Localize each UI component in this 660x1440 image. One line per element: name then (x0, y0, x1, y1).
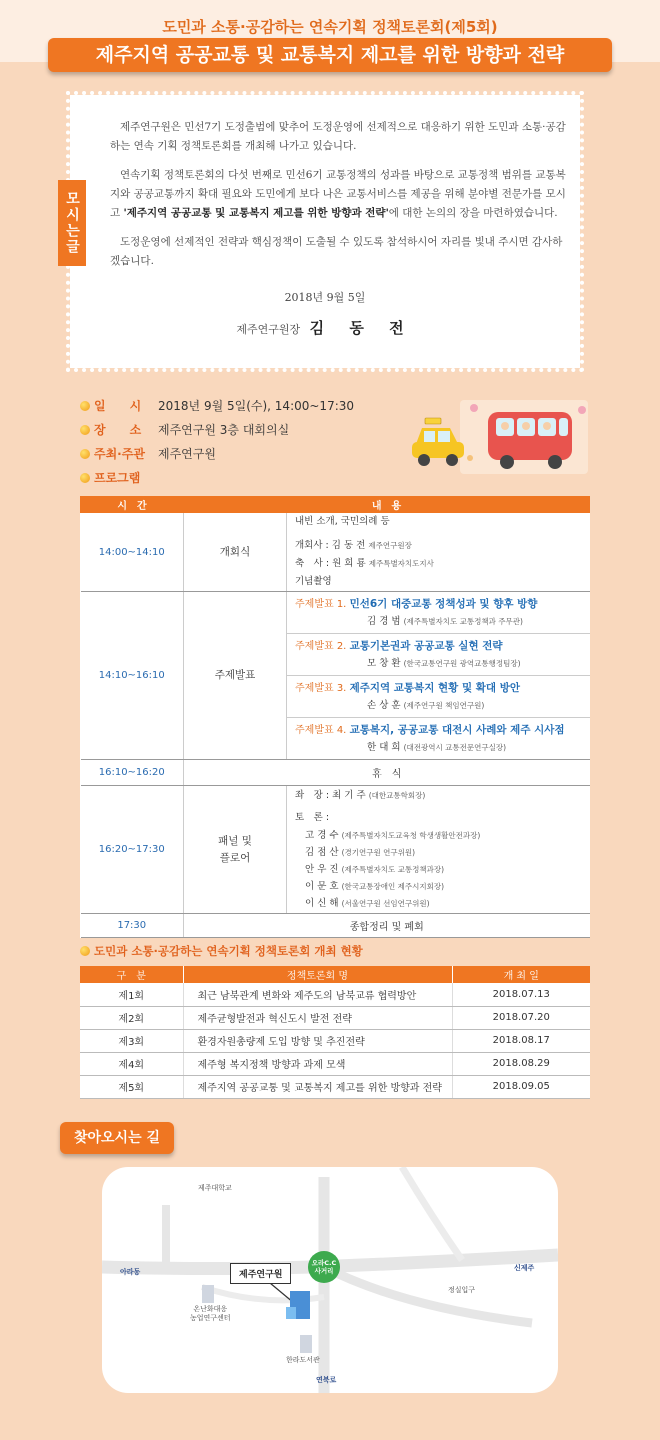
panelist-org: (제주특별자치도 교통정책과장) (341, 865, 445, 874)
panelist (295, 895, 582, 912)
program-row (81, 760, 590, 786)
cc-line: 사거리 (314, 1267, 334, 1275)
table-row (80, 1075, 590, 1098)
round-cell: 제3회 (80, 1029, 183, 1052)
location-map (102, 1167, 558, 1393)
map-label-library: 한라도서관 (286, 1356, 320, 1364)
panelist-name: 이 신 해 (305, 898, 339, 909)
program-time: 16:10~16:20 (81, 760, 184, 786)
flower-icon (578, 406, 586, 414)
presentation-number: 주제발표 1. (295, 599, 347, 610)
program-time: 16:20~17:30 (81, 786, 184, 914)
title-cell: 환경자원총량제 도입 방향 및 추진전략 (183, 1029, 452, 1052)
presentation-item (287, 718, 590, 759)
invitation-paragraph-2 (110, 166, 570, 223)
program-section: 개회식 (184, 513, 287, 592)
program-closing: 종합정리 및 폐회 (184, 914, 590, 938)
program-row (81, 592, 590, 760)
map-roads (102, 1167, 558, 1393)
presenter-org: (제주연구원 책임연구원) (403, 701, 485, 710)
bullet-icon (80, 425, 90, 435)
taxi-wheel (446, 454, 458, 466)
forum-subtitle: 도민과 소통·공감하는 연속기획 정책토론회(제5회) (162, 18, 498, 36)
date-cell: 2018.07.20 (452, 1006, 590, 1029)
panelist (295, 861, 582, 878)
map-label-jeongsil: 정실입구 (448, 1286, 476, 1294)
bullet-icon (80, 473, 90, 483)
flower-icon (470, 404, 478, 412)
map-label-yeonbuk-road: 연북로 (316, 1376, 337, 1384)
presenter-name: 모 창 환 (367, 658, 401, 669)
program-line (295, 555, 582, 573)
table-row (80, 1029, 590, 1052)
info-date (80, 397, 354, 414)
presenter-name: 한 대 희 (367, 742, 401, 753)
title-cell: 제주균형발전과 혁신도시 발전 전략 (183, 1006, 452, 1029)
info-place-value: 제주연구원 3층 대회의실 (158, 423, 290, 437)
presenter-name: 손 상 훈 (367, 700, 401, 711)
program-content (287, 513, 590, 592)
program-line: 내빈 소개, 국민의례 등 (295, 516, 390, 527)
panelist (295, 827, 582, 844)
panelist-org: (경기연구원 연구위원) (341, 848, 416, 857)
speaker-org: 제주연구원장 (368, 541, 412, 550)
section-line: 플로어 (219, 851, 251, 864)
directions-heading: 찾아오시는 길 (60, 1122, 174, 1154)
status-header-round: 구 분 (80, 966, 183, 983)
taxi-sign (425, 418, 441, 424)
date-cell: 2018.09.05 (452, 1075, 590, 1098)
bullet-icon (80, 401, 90, 411)
presenter-org: (대전광역시 교통전문연구실장) (403, 743, 507, 752)
panelist (295, 878, 582, 895)
program-row (81, 786, 590, 914)
info-program (80, 469, 158, 486)
opening-speech: 개회사 : 김 동 전 (295, 540, 366, 551)
presentation-number: 주제발표 4. (295, 725, 347, 736)
title-cell: 제주지역 공공교통 및 교통복지 제고를 위한 방향과 전략 (183, 1075, 452, 1098)
title-cell: 최근 남북관계 변화와 제주도의 남북교류 협력방안 (183, 983, 452, 1006)
date-cell: 2018.08.29 (452, 1052, 590, 1075)
status-heading (80, 943, 363, 959)
info-host-label: 주최·주관 (94, 447, 145, 461)
institute-building-icon (286, 1307, 296, 1319)
program-time: 17:30 (81, 914, 184, 938)
date-cell: 2018.08.17 (452, 1029, 590, 1052)
presentation-title: 제주지역 교통복지 현황 및 확대 방안 (349, 682, 520, 694)
program-line (295, 537, 582, 555)
presentation-title: 교통복지, 공공교통 대전시 사례와 제주 시사점 (349, 724, 565, 736)
agri-building-icon (202, 1285, 214, 1303)
round-cell: 제1회 (80, 983, 183, 1006)
map-label-sinjeju: 신제주 (514, 1264, 535, 1272)
program-line (295, 787, 582, 805)
panelist-name: 김 점 산 (305, 847, 339, 858)
taxi-window (424, 431, 435, 442)
program-header-time: 시 간 (81, 497, 184, 513)
library-building-icon (300, 1335, 312, 1353)
passenger-icon (543, 422, 551, 430)
program-content (287, 592, 590, 760)
signature-title: 제주연구원장 (236, 323, 301, 336)
bus-wheel (548, 455, 562, 469)
p2-forum-title: '제주지역 공공교통 및 교통복지 제고를 위한 방향과 전략' (123, 207, 389, 219)
panelist-org: (서울연구원 선임연구위원) (341, 899, 430, 908)
cc-line: 오라C.C (311, 1259, 337, 1267)
status-table (80, 966, 590, 1099)
bullet-icon (80, 946, 90, 956)
presentation-item (287, 592, 590, 634)
panelist-org: (제주특별자치도교육청 학생생활안전과장) (341, 831, 481, 840)
map-label-university: 제주대학교 (198, 1184, 232, 1192)
map-label-agri-center (190, 1305, 231, 1323)
table-row (80, 1006, 590, 1029)
status-header-title: 정책토론회 명 (183, 966, 452, 983)
title-cell: 제주형 복지정책 방향과 과제 모색 (183, 1052, 452, 1075)
invitation-body (110, 118, 570, 281)
speaker-org: 제주특별자치도지사 (368, 559, 434, 568)
p2-text-a: 연속기획 정책토론회의 다섯 번째로 민선6기 교통정책의 성과를 바탕으로 교통정책 범위를 교통복지와 공공교통까지 확대 필요와 도민에게 보다 나은 교통서비스를 제공을 위해 분야별 전문가를 모시고 (110, 169, 566, 219)
program-header-content: 내 용 (184, 497, 590, 513)
presenter-name: 김 경 범 (367, 616, 401, 627)
presentation-title: 교통기본권과 공공교통 실현 전략 (349, 640, 503, 652)
round-cell: 제4회 (80, 1052, 183, 1075)
program-break: 휴 식 (184, 760, 590, 786)
panelist-name: 이 문 호 (305, 881, 339, 892)
p2-text-c: 에 대한 논의의 장을 마련하였습니다. (388, 207, 558, 219)
road-diagonal-2 (402, 1167, 462, 1260)
info-place (80, 421, 289, 438)
agri-line: 온난화대응 (193, 1305, 228, 1313)
presentation-item (287, 676, 590, 718)
program-content (287, 786, 590, 914)
road-diagonal (324, 1267, 532, 1323)
passenger-icon (522, 422, 530, 430)
flower-icon (467, 455, 473, 461)
presentation-number: 주제발표 2. (295, 641, 347, 652)
taxi-body (412, 442, 464, 458)
info-date-value: 2018년 9월 5일(수), 14:00~17:30 (158, 399, 355, 413)
program-line: 기념촬영 (295, 576, 332, 587)
round-cell: 제2회 (80, 1006, 183, 1029)
program-section: 주제발표 (184, 592, 287, 760)
program-section (184, 786, 287, 914)
panelist-name: 고 경 수 (305, 830, 339, 841)
invitation-paragraph-3: 도정운영에 선제적인 전략과 핵심정책이 도출될 수 있도록 참석하시어 자리를 빛내 주시면 감사하겠습니다. (110, 236, 563, 267)
invitation-tab: 모시는글 (58, 180, 86, 266)
bus-window (559, 418, 568, 436)
program-row (81, 513, 590, 592)
chair-name: 좌 장 : 최 기 주 (295, 790, 366, 801)
program-table (80, 496, 590, 938)
panelist-org: (한국교통장애인 제주시지회장) (341, 882, 445, 891)
map-label-arabong: 아라동 (120, 1268, 141, 1276)
program-time: 14:10~16:10 (81, 592, 184, 760)
info-date-label: 일 시 (94, 399, 142, 413)
round-cell: 제5회 (80, 1075, 183, 1098)
panelist (295, 844, 582, 861)
bullet-icon (80, 449, 90, 459)
letter-signature (70, 317, 580, 338)
presenter-org: (한국교통연구원 광역교통행정팀장) (403, 659, 521, 668)
forum-title: 제주지역 공공교통 및 교통복지 제고를 위한 방향과 전략 (48, 38, 612, 72)
taxi-wheel (418, 454, 430, 466)
agri-line: 농업연구센터 (190, 1314, 231, 1322)
program-row (81, 914, 590, 938)
date-cell: 2018.07.13 (452, 983, 590, 1006)
bus-wheel (500, 455, 514, 469)
presentation-number: 주제발표 3. (295, 683, 347, 694)
map-label-cc (310, 1259, 338, 1275)
info-program-label: 프로그램 (94, 471, 141, 485)
taxi-window (438, 431, 450, 442)
chair-org: (대한교통학회장) (368, 791, 426, 800)
section-line: 패널 및 (218, 834, 252, 847)
presentation-title: 민선6기 대중교통 정책성과 및 향후 방향 (349, 598, 538, 610)
taxi-and-bus-illustration (410, 398, 590, 478)
passenger-icon (501, 422, 509, 430)
presentation-item (287, 634, 590, 676)
panelist-name: 안 우 진 (305, 864, 339, 875)
table-row (80, 983, 590, 1006)
info-host (80, 445, 216, 462)
congratulatory-speech: 축 사 : 원 희 룡 (295, 558, 366, 569)
letter-date: 2018년 9월 5일 (284, 291, 366, 304)
info-host-value: 제주연구원 (158, 447, 216, 461)
table-row (80, 1052, 590, 1075)
program-time: 14:00~14:10 (81, 513, 184, 592)
status-heading-text: 도민과 소통·공감하는 연속기획 정책토론회 개최 현황 (94, 944, 363, 958)
discussion-label: 토 론 : (295, 812, 330, 823)
presenter-org: (제주특별자치도 교통정책과 주무관) (403, 617, 523, 626)
info-place-label: 장 소 (94, 423, 142, 437)
map-label-institute: 제주연구원 (230, 1263, 291, 1284)
invitation-paragraph-1: 제주연구원은 민선7기 도정출범에 맞추어 도정운영에 선제적으로 대응하기 위한 도민과 소통·공감하는 연속 기획 정책토론회를 개최해 나가고 있습니다. (110, 121, 566, 152)
taxi-cabin (416, 428, 458, 444)
status-header-date: 개 최 일 (452, 966, 590, 983)
signature-name: 김 동 전 (309, 319, 414, 337)
